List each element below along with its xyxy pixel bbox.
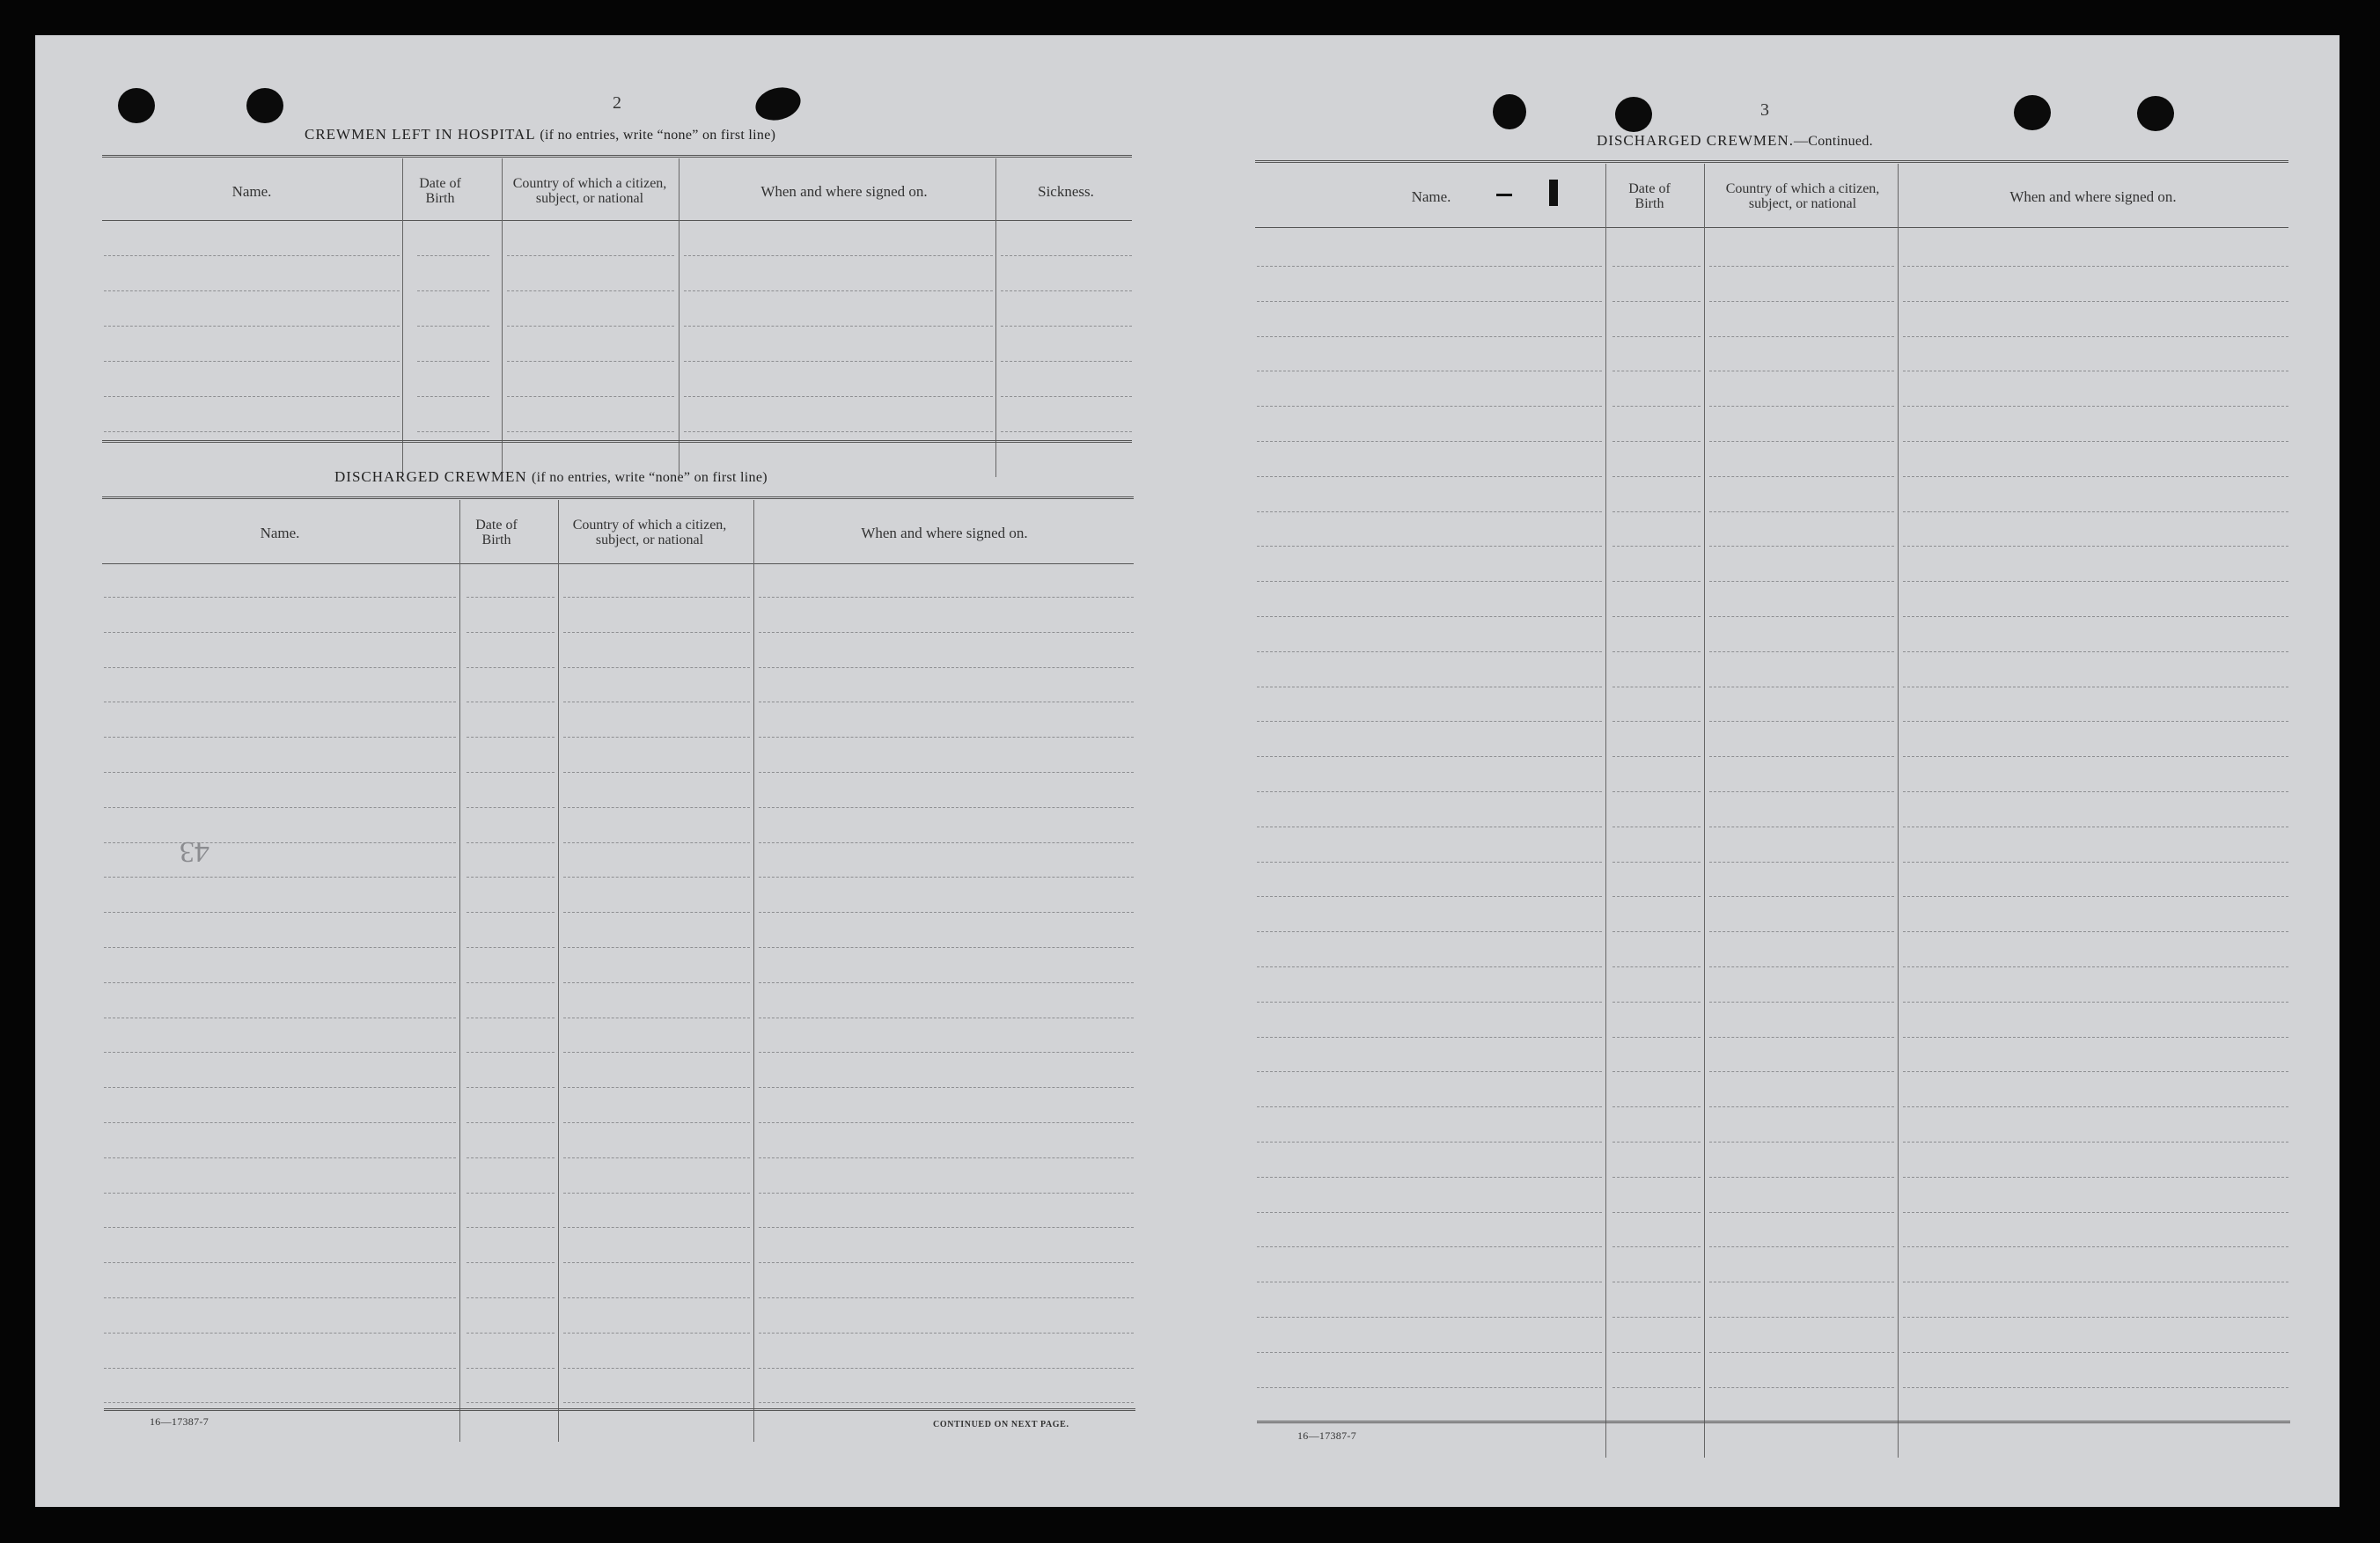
entry-line bbox=[1257, 1071, 1602, 1072]
entry-line bbox=[1709, 1177, 1894, 1178]
entry-line bbox=[759, 947, 1134, 948]
entry-line bbox=[104, 1368, 456, 1369]
entry-line bbox=[1903, 616, 2288, 617]
entry-line bbox=[1709, 1246, 1894, 1247]
entry-line bbox=[466, 772, 555, 773]
entry-line bbox=[466, 1227, 555, 1228]
entry-line bbox=[104, 290, 400, 291]
entry-line bbox=[759, 877, 1134, 878]
entry-line bbox=[759, 597, 1134, 598]
entry-line bbox=[1257, 406, 1602, 407]
entry-line bbox=[104, 1262, 456, 1263]
entry-line bbox=[1903, 651, 2288, 652]
entry-line bbox=[1001, 431, 1132, 432]
entry-line bbox=[104, 326, 400, 327]
entry-line bbox=[1257, 791, 1602, 792]
hospital-title-text: CREWMEN LEFT IN HOSPITAL bbox=[305, 126, 536, 143]
col-header-date-of-birth: Date of Birth bbox=[419, 176, 461, 206]
ledger-sheet bbox=[35, 35, 2340, 1507]
entry-line bbox=[1903, 1071, 2288, 1072]
entry-line bbox=[466, 877, 555, 878]
entry-line bbox=[1709, 1071, 1894, 1072]
entry-line bbox=[104, 1333, 456, 1334]
entry-line bbox=[1257, 966, 1602, 967]
header-rule bbox=[1255, 227, 2288, 228]
entry-line bbox=[104, 632, 456, 633]
entry-line bbox=[466, 1402, 555, 1403]
entry-line bbox=[1612, 756, 1701, 757]
entry-line bbox=[563, 737, 750, 738]
entry-line bbox=[1903, 1212, 2288, 1213]
entry-line bbox=[1612, 896, 1701, 897]
entry-line bbox=[1903, 1002, 2288, 1003]
header-rule bbox=[102, 563, 1134, 564]
entry-line bbox=[1612, 1387, 1701, 1388]
entry-line bbox=[1709, 581, 1894, 582]
entry-line bbox=[684, 431, 993, 432]
entry-line bbox=[1001, 396, 1132, 397]
entry-line bbox=[1709, 1387, 1894, 1388]
entry-line bbox=[466, 1122, 555, 1123]
punch-hole bbox=[1615, 97, 1652, 132]
entry-line bbox=[563, 912, 750, 913]
entry-line bbox=[104, 361, 400, 362]
entry-line bbox=[759, 1368, 1134, 1369]
entry-line bbox=[1257, 896, 1602, 897]
entry-line bbox=[1903, 1387, 2288, 1388]
entry-line bbox=[1001, 290, 1132, 291]
entry-line bbox=[104, 597, 456, 598]
entry-line bbox=[1257, 651, 1602, 652]
entry-line bbox=[1612, 651, 1701, 652]
page-number: 2 bbox=[613, 93, 621, 113]
continued-note: CONTINUED ON NEXT PAGE. bbox=[933, 1420, 1069, 1429]
entry-line bbox=[104, 807, 456, 808]
entry-line bbox=[1257, 476, 1602, 477]
col-header-signed-on: When and where signed on. bbox=[760, 182, 928, 200]
column-divider bbox=[753, 500, 754, 1442]
entry-line bbox=[1709, 406, 1894, 407]
entry-line bbox=[1612, 1317, 1701, 1318]
entry-line bbox=[104, 877, 456, 878]
entry-line bbox=[563, 842, 750, 843]
entry-line bbox=[1612, 1106, 1701, 1107]
entry-line bbox=[563, 1193, 750, 1194]
entry-line bbox=[1709, 862, 1894, 863]
entry-line bbox=[759, 667, 1134, 668]
entry-line bbox=[1709, 266, 1894, 267]
entry-line bbox=[759, 1333, 1134, 1334]
entry-line bbox=[1257, 511, 1602, 512]
entry-line bbox=[466, 667, 555, 668]
entry-line bbox=[1612, 476, 1701, 477]
column-divider bbox=[402, 158, 403, 477]
entry-line bbox=[1903, 1142, 2288, 1143]
entry-line bbox=[104, 947, 456, 948]
entry-line bbox=[1612, 616, 1701, 617]
entry-line bbox=[563, 1087, 750, 1088]
entry-line bbox=[759, 1227, 1134, 1228]
entry-line bbox=[1903, 896, 2288, 897]
entry-line bbox=[1709, 1106, 1894, 1107]
entry-line bbox=[563, 1297, 750, 1298]
entry-line bbox=[759, 842, 1134, 843]
entry-line bbox=[1612, 1177, 1701, 1178]
col-header-signed-on: When and where signed on. bbox=[2009, 187, 2177, 205]
entry-line bbox=[104, 1157, 456, 1158]
entry-line bbox=[684, 290, 993, 291]
entry-line bbox=[563, 807, 750, 808]
entry-line bbox=[1257, 1246, 1602, 1247]
entry-line bbox=[1257, 301, 1602, 302]
entry-line bbox=[1903, 1177, 2288, 1178]
entry-line bbox=[563, 772, 750, 773]
entry-line bbox=[759, 1122, 1134, 1123]
entry-line bbox=[1903, 1317, 2288, 1318]
entry-line bbox=[1257, 581, 1602, 582]
entry-line bbox=[563, 1052, 750, 1053]
entry-line bbox=[466, 597, 555, 598]
entry-line bbox=[1257, 756, 1602, 757]
entry-line bbox=[1612, 1037, 1701, 1038]
entry-line bbox=[563, 1368, 750, 1369]
entry-line bbox=[684, 361, 993, 362]
entry-line bbox=[1257, 1387, 1602, 1388]
entry-line bbox=[1612, 1142, 1701, 1143]
entry-line bbox=[1709, 791, 1894, 792]
entry-line bbox=[759, 1193, 1134, 1194]
entry-line bbox=[1257, 1002, 1602, 1003]
entry-line bbox=[1257, 546, 1602, 547]
entry-line bbox=[1709, 931, 1894, 932]
table-top-rule bbox=[102, 155, 1132, 158]
entry-line bbox=[104, 396, 400, 397]
entry-line bbox=[104, 667, 456, 668]
discharged-section-title bbox=[334, 468, 768, 486]
entry-line bbox=[1257, 721, 1602, 722]
entry-line bbox=[507, 255, 674, 256]
pencil-mark: 43 bbox=[180, 835, 209, 868]
column-divider bbox=[1898, 164, 1899, 1458]
entry-line bbox=[759, 1297, 1134, 1298]
entry-line bbox=[1709, 651, 1894, 652]
col-header-country: Country of which a citizen, subject, or national bbox=[572, 518, 727, 547]
entry-line bbox=[466, 1333, 555, 1334]
entry-line bbox=[1612, 336, 1701, 337]
entry-line bbox=[1903, 791, 2288, 792]
entry-line bbox=[1612, 1352, 1701, 1353]
entry-line bbox=[1612, 301, 1701, 302]
punch-hole bbox=[2014, 95, 2051, 130]
table-bottom-rule bbox=[102, 440, 1132, 443]
column-divider bbox=[995, 158, 996, 477]
entry-line bbox=[1903, 581, 2288, 582]
col-header-sickness: Sickness. bbox=[1038, 182, 1094, 200]
entry-line bbox=[507, 396, 674, 397]
entry-line bbox=[1257, 1142, 1602, 1143]
col-header-name: Name. bbox=[260, 524, 300, 541]
discharged-continued-title bbox=[1597, 132, 1873, 150]
entry-line bbox=[563, 877, 750, 878]
col-header-signed-on: When and where signed on. bbox=[861, 524, 1028, 541]
hospital-instruction: (if no entries, write “none” on first line) bbox=[540, 128, 776, 143]
entry-line bbox=[104, 255, 400, 256]
entry-line bbox=[563, 1227, 750, 1228]
entry-line bbox=[1709, 476, 1894, 477]
entry-line bbox=[417, 290, 489, 291]
entry-line bbox=[1709, 336, 1894, 337]
entry-line bbox=[104, 842, 456, 843]
entry-line bbox=[759, 632, 1134, 633]
entry-line bbox=[104, 1297, 456, 1298]
entry-line bbox=[417, 396, 489, 397]
entry-line bbox=[466, 737, 555, 738]
entry-line bbox=[466, 1262, 555, 1263]
entry-line bbox=[563, 1333, 750, 1334]
entry-line bbox=[1709, 1037, 1894, 1038]
entry-line bbox=[1709, 1212, 1894, 1213]
entry-line bbox=[684, 255, 993, 256]
entry-line bbox=[684, 326, 993, 327]
entry-line bbox=[466, 1368, 555, 1369]
entry-line bbox=[104, 1087, 456, 1088]
punch-hole bbox=[246, 88, 283, 123]
entry-line bbox=[1903, 406, 2288, 407]
entry-line bbox=[1903, 862, 2288, 863]
entry-line bbox=[466, 982, 555, 983]
entry-line bbox=[466, 807, 555, 808]
entry-line bbox=[1903, 931, 2288, 932]
entry-line bbox=[1612, 1071, 1701, 1072]
entry-line bbox=[466, 1157, 555, 1158]
entry-line bbox=[1903, 336, 2288, 337]
entry-line bbox=[1257, 1106, 1602, 1107]
header-rule bbox=[102, 220, 1132, 221]
entry-line bbox=[1001, 255, 1132, 256]
entry-line bbox=[417, 431, 489, 432]
entry-line bbox=[1001, 361, 1132, 362]
entry-line bbox=[759, 1052, 1134, 1053]
entry-line bbox=[1709, 756, 1894, 757]
entry-line bbox=[1612, 1212, 1701, 1213]
entry-line bbox=[1257, 616, 1602, 617]
entry-line bbox=[507, 431, 674, 432]
entry-line bbox=[104, 431, 400, 432]
table-top-rule bbox=[1255, 160, 2288, 163]
entry-line bbox=[1612, 406, 1701, 407]
ink-blot bbox=[1549, 180, 1558, 206]
punch-hole bbox=[1493, 94, 1526, 129]
entry-line bbox=[759, 1087, 1134, 1088]
entry-line bbox=[563, 1122, 750, 1123]
entry-line bbox=[1903, 546, 2288, 547]
entry-line bbox=[1709, 1352, 1894, 1353]
entry-line bbox=[563, 982, 750, 983]
entry-line bbox=[1709, 511, 1894, 512]
entry-line bbox=[1709, 1317, 1894, 1318]
entry-line bbox=[1001, 326, 1132, 327]
entry-line bbox=[466, 912, 555, 913]
entry-line bbox=[104, 1052, 456, 1053]
entry-line bbox=[1612, 511, 1701, 512]
entry-line bbox=[104, 1402, 456, 1403]
ink-blot bbox=[1496, 194, 1512, 196]
entry-line bbox=[1612, 266, 1701, 267]
entry-line bbox=[1709, 721, 1894, 722]
entry-line bbox=[104, 772, 456, 773]
entry-line bbox=[759, 1402, 1134, 1403]
entry-line bbox=[1257, 862, 1602, 863]
form-number: 16—17387-7 bbox=[150, 1415, 209, 1428]
punch-hole bbox=[752, 83, 804, 125]
entry-line bbox=[104, 1193, 456, 1194]
entry-line bbox=[1612, 791, 1701, 792]
entry-line bbox=[417, 326, 489, 327]
entry-line bbox=[1257, 1177, 1602, 1178]
entry-line bbox=[417, 361, 489, 362]
entry-line bbox=[1709, 1002, 1894, 1003]
entry-line bbox=[466, 1087, 555, 1088]
col-header-country: Country of which a citizen, subject, or national bbox=[512, 176, 667, 206]
entry-line bbox=[759, 807, 1134, 808]
entry-line bbox=[1903, 1246, 2288, 1247]
entry-line bbox=[1612, 966, 1701, 967]
punch-hole bbox=[118, 88, 155, 123]
entry-line bbox=[1709, 1142, 1894, 1143]
table-bottom-rule bbox=[104, 1408, 1135, 1411]
entry-line bbox=[1903, 511, 2288, 512]
entry-line bbox=[1257, 1212, 1602, 1213]
entry-line bbox=[1709, 616, 1894, 617]
entry-line bbox=[563, 1262, 750, 1263]
entry-line bbox=[1903, 1106, 2288, 1107]
discharged-instruction: (if no entries, write “none” on first line) bbox=[531, 470, 768, 485]
entry-line bbox=[507, 361, 674, 362]
entry-line bbox=[1903, 756, 2288, 757]
entry-line bbox=[1612, 721, 1701, 722]
entry-line bbox=[759, 1262, 1134, 1263]
col-header-date-of-birth: Date of Birth bbox=[475, 518, 518, 547]
discharged-title-text: DISCHARGED CREWMEN bbox=[334, 468, 527, 485]
entry-line bbox=[1709, 301, 1894, 302]
col-header-country: Country of which a citizen, subject, or national bbox=[1725, 181, 1880, 211]
entry-line bbox=[563, 667, 750, 668]
entry-line bbox=[563, 947, 750, 948]
column-divider bbox=[502, 158, 503, 477]
entry-line bbox=[466, 632, 555, 633]
page-number: 3 bbox=[1760, 100, 1769, 120]
entry-line bbox=[1257, 336, 1602, 337]
table-bottom-rule bbox=[1257, 1421, 2290, 1423]
entry-line bbox=[466, 947, 555, 948]
col-header-name: Name. bbox=[231, 182, 272, 200]
entry-line bbox=[1903, 301, 2288, 302]
entry-line bbox=[466, 842, 555, 843]
entry-line bbox=[1612, 862, 1701, 863]
entry-line bbox=[1257, 931, 1602, 932]
entry-line bbox=[1612, 1002, 1701, 1003]
entry-line bbox=[1903, 441, 2288, 442]
entry-line bbox=[1903, 966, 2288, 967]
entry-line bbox=[1612, 546, 1701, 547]
entry-line bbox=[1903, 1037, 2288, 1038]
hospital-section-title bbox=[305, 126, 775, 143]
entry-line bbox=[684, 396, 993, 397]
entry-line bbox=[1709, 896, 1894, 897]
column-divider bbox=[1605, 164, 1606, 1458]
table-top-rule bbox=[102, 496, 1134, 499]
entry-line bbox=[1903, 1352, 2288, 1353]
entry-line bbox=[1612, 441, 1701, 442]
entry-line bbox=[1709, 441, 1894, 442]
entry-line bbox=[563, 597, 750, 598]
entry-line bbox=[104, 982, 456, 983]
entry-line bbox=[1612, 1246, 1701, 1247]
entry-line bbox=[104, 912, 456, 913]
entry-line bbox=[759, 982, 1134, 983]
col-header-date-of-birth: Date of Birth bbox=[1628, 181, 1671, 211]
entry-line bbox=[759, 1157, 1134, 1158]
continued-label: —Continued. bbox=[1793, 134, 1873, 149]
entry-line bbox=[563, 1402, 750, 1403]
column-divider bbox=[558, 500, 559, 1442]
entry-line bbox=[104, 1122, 456, 1123]
entry-line bbox=[1257, 1037, 1602, 1038]
entry-line bbox=[1709, 546, 1894, 547]
column-divider bbox=[459, 500, 460, 1442]
entry-line bbox=[759, 737, 1134, 738]
entry-line bbox=[1612, 931, 1701, 932]
entry-line bbox=[104, 1227, 456, 1228]
entry-line bbox=[1257, 266, 1602, 267]
entry-line bbox=[507, 326, 674, 327]
column-divider bbox=[1704, 164, 1705, 1458]
form-number: 16—17387-7 bbox=[1297, 1429, 1356, 1442]
entry-line bbox=[466, 1193, 555, 1194]
entry-line bbox=[1257, 441, 1602, 442]
entry-line bbox=[759, 912, 1134, 913]
entry-line bbox=[104, 737, 456, 738]
entry-line bbox=[1257, 1352, 1602, 1353]
entry-line bbox=[563, 1157, 750, 1158]
punch-hole bbox=[2137, 96, 2174, 131]
entry-line bbox=[759, 772, 1134, 773]
entry-line bbox=[1903, 266, 2288, 267]
entry-line bbox=[1903, 476, 2288, 477]
entry-line bbox=[417, 255, 489, 256]
section-title-text: DISCHARGED CREWMEN. bbox=[1597, 132, 1794, 149]
col-header-name: Name. bbox=[1411, 187, 1451, 205]
entry-line bbox=[1612, 581, 1701, 582]
entry-line bbox=[1709, 966, 1894, 967]
entry-line bbox=[563, 632, 750, 633]
entry-line bbox=[1903, 721, 2288, 722]
entry-line bbox=[507, 290, 674, 291]
entry-line bbox=[466, 1297, 555, 1298]
entry-line bbox=[1257, 1317, 1602, 1318]
entry-line bbox=[466, 1052, 555, 1053]
